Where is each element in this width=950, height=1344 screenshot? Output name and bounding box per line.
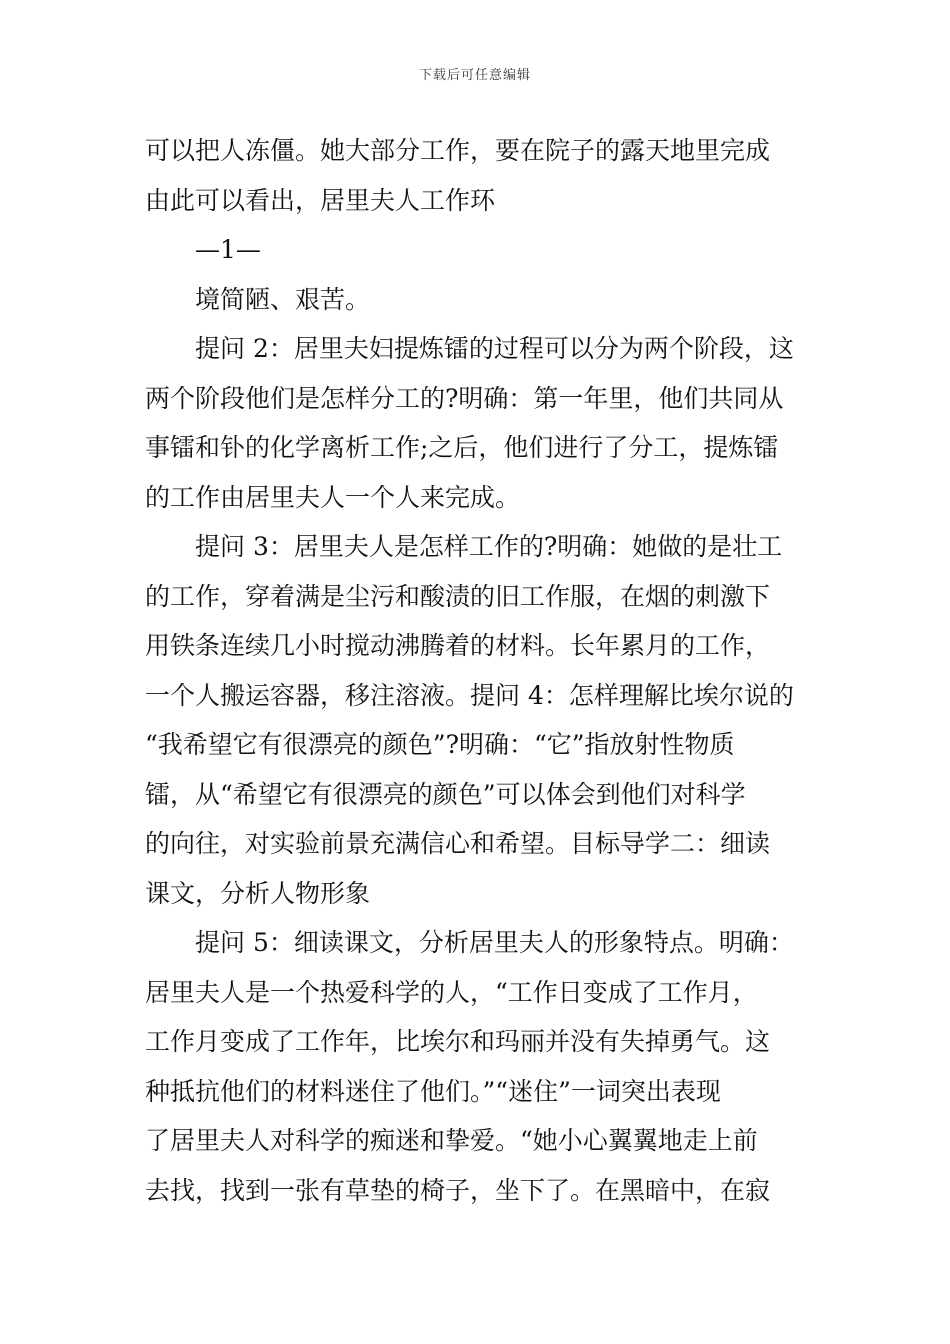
text-line-18: 居里夫人是一个热爱科学的人，“工作日变成了工作月， [145,977,758,1007]
text-line-11: 用铁条连续几小时搅动沸腾着的材料。长年累月的工作， [145,631,771,660]
text-line-7: 事镭和钋的化学离析工作;之后，他们进行了分工，提炼镭 [145,433,779,462]
text-line-22: 去找，找到一张有草垫的椅子，坐下了。在黑暗中，在寂 [145,1175,771,1205]
text-line-16: 课文，分析人物形象 [145,878,371,908]
text-line-20: 种抵抗他们的材料迷住了他们。”“迷住”一词突出表现 [145,1076,721,1106]
text-line-15: 的向往，对实验前景充满信心和希望。目标导学二：细读 [145,829,771,858]
text-line-1: 可以把人冻僵。她大部分工作，要在院子的露天地里完成 [145,136,771,165]
text-line-4: 境简陋、艰苦。 [195,284,371,314]
page-number: —1— [195,235,261,264]
text-line-8: 的工作由居里夫人一个人来完成。 [145,482,521,512]
text-line-13: “我希望它有很漂亮的颜色”?明确：“它”指放射性物质 [145,730,735,759]
question-2: 提问 2：居里夫妇提炼镭的过程可以分为两个阶段，这 [195,334,794,363]
question-5: 提问 5：细读课文，分析居里夫人的形象特点。明确： [195,928,794,957]
text-line-10: 的工作，穿着满是尘污和酸渍的旧工作服，在烟的刺激下 [145,581,771,611]
text-line-19: 工作月变成了工作年，比埃尔和玛丽并没有失掉勇气。这 [145,1027,771,1056]
question-3: 提问 3：居里夫人是怎样工作的?明确：她做的是壮工 [195,532,783,561]
text-line-21: 了居里夫人对科学的痴迷和挚爱。“她小心翼翼地走上前 [145,1126,758,1155]
document-body [145,126,807,1215]
text-line-6: 两个阶段他们是怎样分工的?明确：第一年里，他们共同从 [145,383,784,413]
text-line-2: 由此可以看出，居里夫人工作环 [145,185,496,215]
text-line-12: 一个人搬运容器，移注溶液。提问 4：怎样理解比埃尔说的 [145,680,794,710]
page-header: 下载后可任意编辑 [418,68,531,83]
text-line-14: 镭，从“希望它有很漂亮的颜色”可以体会到他们对科学 [145,779,746,809]
